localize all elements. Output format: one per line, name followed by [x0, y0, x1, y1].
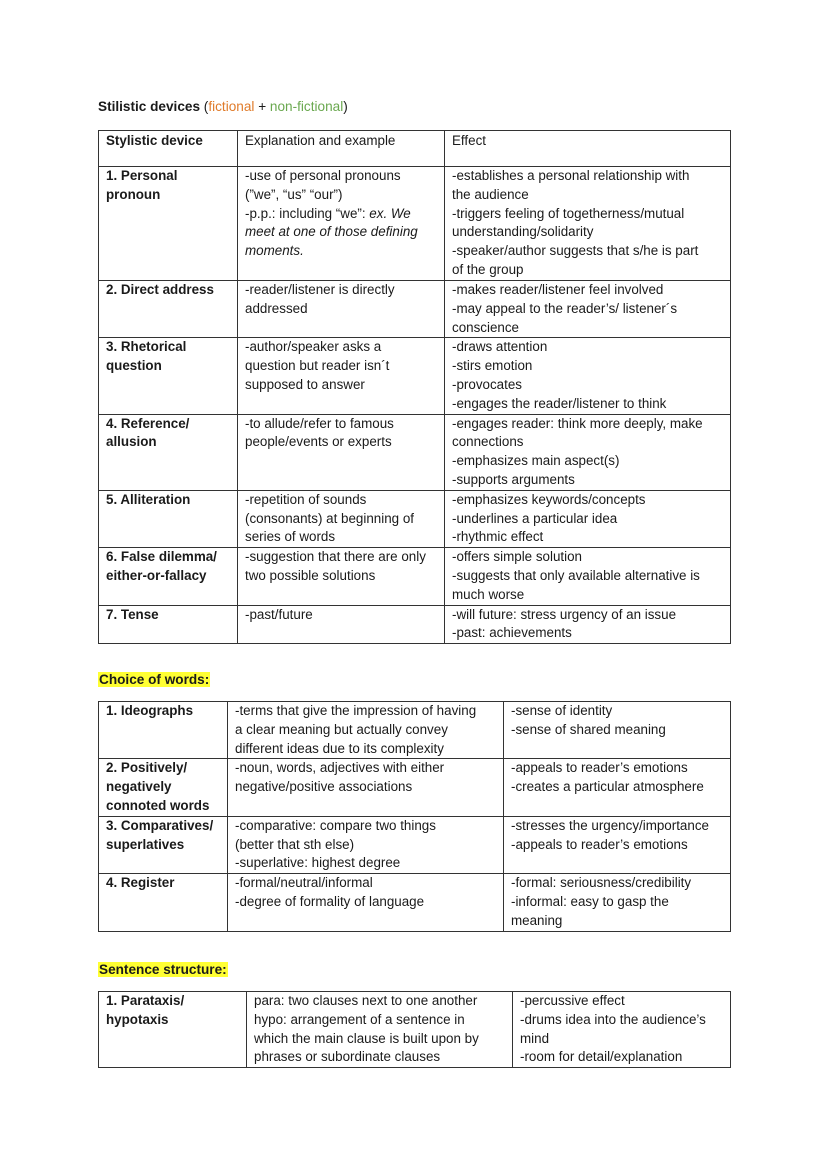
effect-line: -appeals to reader’s emotions: [511, 836, 688, 852]
effect-line: the audience: [452, 186, 529, 202]
effect-line: -sense of identity: [511, 703, 613, 718]
explanation-line: para: two clauses next to one another: [254, 993, 478, 1008]
table-row: [99, 281, 731, 338]
explanation-line: series of words: [245, 529, 336, 545]
explanation-italic: ex. We: [369, 205, 411, 221]
sentence-structure-table: [98, 991, 731, 1068]
device-line: 1. Ideographs: [106, 703, 194, 718]
effect-cell: [445, 167, 731, 281]
effect-cell: [445, 490, 731, 547]
choice-of-words-table: [98, 701, 731, 932]
device-cell: [99, 490, 238, 547]
explanation-line: -suggestion that there are only: [245, 549, 426, 565]
effect-line: -emphasizes keywords/concepts: [452, 491, 646, 507]
header-explanation: Explanation and example: [238, 131, 445, 167]
effect-line: -room for detail/explanation: [520, 1049, 683, 1065]
explanation-line: [245, 205, 438, 224]
effect-line: of the group: [452, 261, 524, 277]
device-line: hypotaxis: [106, 1011, 169, 1027]
effect-line: -triggers feeling of togetherness/mutual: [452, 205, 685, 221]
explanation-cell: [228, 874, 504, 931]
effect-line: conscience: [452, 319, 519, 335]
effect-line: -stirs emotion: [452, 358, 533, 374]
effect-line: -offers simple solution: [452, 549, 582, 565]
effect-cell: [513, 992, 731, 1068]
table-row: [99, 992, 731, 1068]
effect-line: -suggests that only available alternative is: [452, 567, 700, 583]
table-row: [99, 414, 731, 490]
effect-line: connections: [452, 434, 524, 450]
device-line: 7. Tense: [106, 606, 159, 622]
effect-line: -underlines a particular idea: [452, 510, 618, 526]
table-row: [99, 167, 731, 281]
device-cell: [99, 702, 228, 759]
section-title-stylistic-devices: [98, 98, 348, 116]
explanation-cell: [238, 167, 445, 281]
effect-line: much worse: [452, 586, 525, 602]
device-cell: [99, 874, 228, 931]
label-nonfictional: non-fictional: [269, 99, 344, 114]
device-line: allusion: [106, 434, 157, 450]
effect-line: -provocates: [452, 376, 522, 392]
effect-cell: [445, 548, 731, 605]
explanation-cell: [238, 490, 445, 547]
explanation-line: -use of personal pronouns: [245, 168, 401, 183]
effect-line: -speaker/author suggests that s/he is part: [452, 243, 699, 259]
device-line: 2. Positively/: [106, 760, 188, 776]
explanation-cell: [238, 414, 445, 490]
explanation-line: -formal/neutral/informal: [235, 875, 373, 891]
effect-line: -supports arguments: [452, 471, 575, 487]
table-row: [99, 490, 731, 547]
device-line: question: [106, 358, 162, 374]
table-header-row: [99, 131, 731, 167]
device-line: 2. Direct address: [106, 282, 214, 297]
explanation-line: -noun, words, adjectives with either: [235, 760, 445, 776]
label-fictional: fictional: [208, 99, 255, 114]
paren-open: (: [200, 99, 209, 114]
device-line: 4. Reference/: [106, 415, 190, 431]
explanation-line: (better that sth else): [235, 836, 355, 852]
effect-line: mind: [520, 1030, 550, 1046]
device-line: connoted words: [106, 797, 210, 813]
explanation-cell: [247, 992, 513, 1068]
effect-line: -sense of shared meaning: [511, 721, 666, 737]
explanation-cell: [238, 605, 445, 644]
device-cell: [99, 548, 238, 605]
device-cell: [99, 167, 238, 281]
explanation-line: -superlative: highest degree: [235, 855, 401, 871]
highlighted-title: Choice of words:: [99, 672, 210, 687]
table-row: [99, 702, 731, 759]
device-line: 3. Rhetorical: [106, 339, 187, 355]
table-row: [99, 548, 731, 605]
explanation-cell: [238, 548, 445, 605]
explanation-line: -author/speaker asks a: [245, 339, 382, 355]
device-line: 1. Parataxis/: [106, 993, 185, 1008]
paren-close: ): [343, 99, 348, 114]
explanation-line: -repetition of sounds: [245, 491, 367, 507]
table-row: [99, 605, 731, 644]
device-cell: [99, 992, 247, 1068]
explanation-line: different ideas due to its complexity: [235, 740, 444, 756]
header-effect: Effect: [445, 131, 731, 167]
effect-line: -drums idea into the audience’s: [520, 1011, 706, 1027]
effect-line: -draws attention: [452, 339, 548, 355]
section-title-choice-of-words: [98, 671, 210, 689]
explanation-line: meet at one of those defining: [245, 224, 418, 240]
effect-cell: [504, 759, 731, 816]
explanation-cell: [228, 702, 504, 759]
effect-cell: [445, 281, 731, 338]
effect-line: -may appeal to the reader’s/ listener´s: [452, 300, 678, 316]
device-cell: [99, 759, 228, 816]
device-line: negatively: [106, 779, 172, 795]
effect-line: -makes reader/listener feel involved: [452, 282, 664, 297]
explanation-cell: [228, 759, 504, 816]
explanation-cell: [238, 281, 445, 338]
explanation-line: question but reader isn´t: [245, 358, 390, 374]
device-line: 6. False dilemma/: [106, 549, 217, 565]
explanation-line: which the main clause is built upon by: [254, 1030, 479, 1046]
effect-line: -percussive effect: [520, 993, 625, 1008]
effect-line: -informal: easy to gasp the: [511, 893, 669, 909]
explanation-line: -comparative: compare two things: [235, 817, 436, 833]
device-cell: [99, 414, 238, 490]
explanation-line: -past/future: [245, 606, 313, 622]
effect-line: -rhythmic effect: [452, 529, 544, 545]
effect-cell: [504, 816, 731, 873]
explanation-cell: [228, 816, 504, 873]
plus-sign: +: [254, 99, 270, 114]
highlighted-title: Sentence structure:: [99, 962, 227, 977]
explanation-line: addressed: [245, 300, 308, 316]
explanation-line: a clear meaning but actually convey: [235, 721, 448, 737]
device-cell: [99, 338, 238, 414]
table-row: [99, 759, 731, 816]
device-line: 3. Comparatives/: [106, 817, 214, 833]
header-stylistic-device: Stylistic device: [99, 131, 238, 167]
device-line: 1. Personal: [106, 168, 178, 183]
device-line: 5. Alliteration: [106, 491, 191, 507]
effect-cell: [504, 874, 731, 931]
effect-line: -stresses the urgency/importance: [511, 817, 709, 833]
device-line: pronoun: [106, 186, 161, 202]
explanation-line: supposed to answer: [245, 376, 365, 392]
device-line: superlatives: [106, 836, 185, 852]
explanation-line: hypo: arrangement of a sentence in: [254, 1011, 465, 1027]
explanation-line: (”we”, “us” “our”): [245, 186, 343, 202]
explanation-line: -terms that give the impression of having: [235, 703, 477, 718]
effect-cell: [445, 605, 731, 644]
effect-cell: [504, 702, 731, 759]
explanation-line: two possible solutions: [245, 567, 376, 583]
explanation-line: -reader/listener is directly: [245, 282, 395, 297]
explanation-line: -degree of formality of language: [235, 893, 425, 909]
table-row: [99, 874, 731, 931]
section-title-sentence-structure: [98, 961, 228, 979]
device-line: 4. Register: [106, 875, 175, 891]
effect-line: -emphasizes main aspect(s): [452, 453, 620, 469]
stylistic-devices-table: [98, 130, 731, 644]
effect-line: -appeals to reader’s emotions: [511, 760, 688, 776]
effect-line: -formal: seriousness/credibility: [511, 875, 692, 891]
explanation-line: moments.: [245, 243, 304, 259]
explanation-line: (consonants) at beginning of: [245, 510, 414, 526]
explanation-line: phrases or subordinate clauses: [254, 1049, 441, 1065]
effect-line: -engages the reader/listener to think: [452, 395, 667, 411]
effect-line: -past: achievements: [452, 625, 572, 641]
explanation-line: -to allude/refer to famous: [245, 415, 394, 431]
effect-cell: [445, 414, 731, 490]
effect-line: -creates a particular atmosphere: [511, 779, 704, 795]
explanation-cell: [238, 338, 445, 414]
table-row: [99, 816, 731, 873]
device-line: either-or-fallacy: [106, 567, 207, 583]
effect-line: -will future: stress urgency of an issue: [452, 606, 677, 622]
explanation-line: people/events or experts: [245, 434, 392, 450]
effect-line: understanding/solidarity: [452, 224, 594, 240]
explanation-line: negative/positive associations: [235, 779, 413, 795]
effect-line: -engages reader: think more deeply, make: [452, 415, 703, 431]
table-row: [99, 338, 731, 414]
device-cell: [99, 605, 238, 644]
effect-line: -establishes a personal relationship with: [452, 168, 690, 183]
effect-cell: [445, 338, 731, 414]
effect-line: meaning: [511, 912, 563, 928]
device-cell: [99, 281, 238, 338]
device-cell: [99, 816, 228, 873]
title-bold: Stilistic devices: [98, 99, 201, 114]
explanation-fragment: -p.p.: including “we”:: [245, 205, 370, 221]
